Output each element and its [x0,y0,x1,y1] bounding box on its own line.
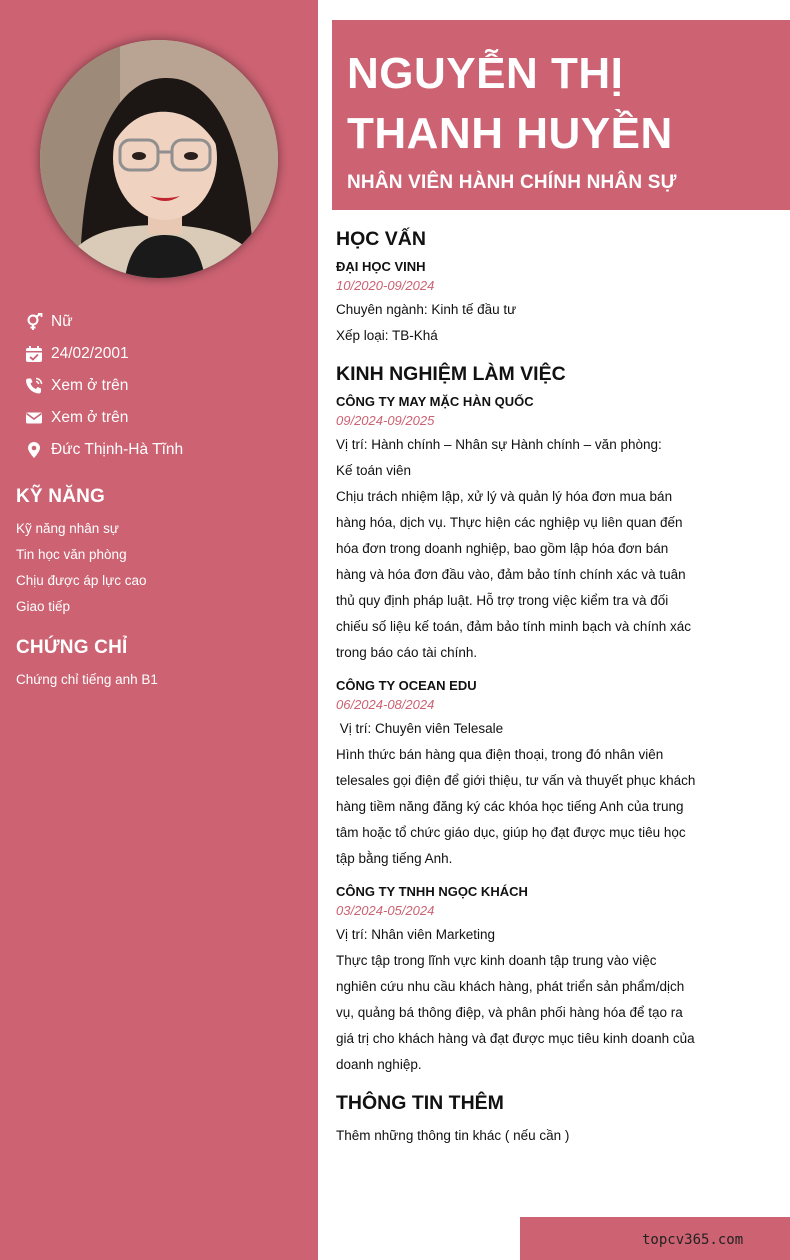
job-line: telesales gọi điện để giới thiệu, tư vấn và thuyết phục khách [336,773,696,788]
skills-list [16,516,147,620]
skill-item: Kỹ năng nhân sự [16,521,119,536]
additional-info-heading: THÔNG TIN THÊM [336,1092,504,1114]
footer-bar [520,1217,790,1260]
experience-heading: KINH NGHIỆM LÀM VIỆC [336,363,566,385]
job-line: hóa đơn trong doanh nghiệp, bao gồm lập hóa đơn bán [336,541,669,556]
education-section [336,228,716,349]
contact-email[interactable] [24,402,183,434]
email-value: Xem ở trên [51,409,129,426]
full-name-line1: NGUYỄN THỊ [347,49,624,98]
skill-item: Chịu được áp lực cao [16,573,147,588]
envelope-icon [24,408,44,428]
contact-gender [24,306,183,338]
job-line: doanh nghiệp. [336,1057,422,1072]
location-value: Đức Thịnh-Hà Tĩnh [51,441,184,458]
job-line: tâm hoặc tổ chức giáo dục, giúp họ đạt được mục tiêu học [336,825,686,840]
avatar [40,40,278,278]
company-name: CÔNG TY TNHH NGỌC KHÁCH [336,884,528,899]
job-entry [336,884,716,1078]
contact-phone[interactable] [24,370,183,402]
job-date: 09/2024-09/2025 [336,413,435,428]
phone-icon [24,376,44,396]
certificates-list [16,667,158,693]
certificates-section [16,637,158,693]
job-date: 06/2024-08/2024 [336,697,435,712]
education-heading: HỌC VẤN [336,228,426,250]
contact-location [24,434,183,466]
skills-heading: KỸ NĂNG [16,486,106,507]
gender-value: Nữ [51,313,73,330]
skill-item: Giao tiếp [16,599,71,614]
job-line: Hình thức bán hàng qua điện thoại, trong đó nhân viên [336,747,664,762]
contact-list [24,306,183,466]
education-date: 10/2020-09/2024 [336,278,435,293]
job-line: Vị trí: Chuyên viên Telesale [336,721,504,736]
gender-icon [24,312,44,332]
name-header [332,20,790,210]
phone-value: Xem ở trên [51,377,129,394]
additional-info-text: Thêm những thông tin khác ( nếu cần ) [336,1128,570,1143]
job-line: nghiên cứu nhu cầu khách hàng, phát triển sản phẩm/dịch [336,979,685,994]
job-line: Chịu trách nhiệm lập, xử lý và quản lý hóa đơn mua bán [336,489,673,504]
job-line: Kế toán viên [336,463,412,478]
location-pin-icon [24,440,44,460]
job-line: Vị trí: Nhân viên Marketing [336,927,496,942]
job-line: trong báo cáo tài chính. [336,645,478,660]
company-name: CÔNG TY OCEAN EDU [336,678,477,693]
full-name-line2: THANH HUYỀN [347,109,673,158]
job-line: thủ quy định pháp luật. Hỗ trợ trong việc kiểm tra và đối [336,593,669,608]
company-name: CÔNG TY MAY MẶC HÀN QUỐC [336,394,534,409]
job-line: Vị trí: Hành chính – Nhân sự Hành chính – văn phòng: [336,437,662,452]
birthdate-value: 24/02/2001 [51,345,129,362]
sidebar [0,0,318,1260]
watermark-text: topcv365.com [642,1232,744,1248]
job-line: giá trị cho khách hàng và đạt được mục tiêu kinh doanh của [336,1031,695,1046]
portrait-photo-icon [40,40,278,278]
job-line: hàng hóa, dịch vụ. Thực hiện các nghiệp vụ liên quan đến [336,515,683,530]
job-line: vụ, quảng bá thông điệp, và phân phối hàng hóa để tạo ra [336,1005,683,1020]
skills-section [16,486,147,620]
additional-info-section [336,1092,716,1149]
school-name: ĐẠI HỌC VINH [336,259,426,274]
job-line: chiếu số liệu kế toán, đảm bảo tính minh bạch và chính xác [336,619,691,634]
skill-item: Tin học văn phòng [16,547,127,562]
certificates-heading: CHỨNG CHỈ [16,637,128,658]
job-line: hàng và hóa đơn đầu vào, đảm bảo tính chính xác và tuân [336,567,686,582]
job-entry [336,678,716,872]
job-date: 03/2024-05/2024 [336,903,435,918]
job-line: tập bằng tiếng Anh. [336,851,453,866]
certificate-item: Chứng chỉ tiếng anh B1 [16,672,158,687]
contact-birthdate [24,338,183,370]
job-line: hàng tiềm năng đăng ký các khóa học tiếng Anh của trung [336,799,684,814]
job-line: Thực tập trong lĩnh vực kinh doanh tập trung vào việc [336,953,657,968]
main-content [336,228,716,1163]
experience-section [336,363,716,1078]
education-major: Chuyên ngành: Kinh tế đầu tư [336,302,517,317]
education-grade: Xếp loại: TB-Khá [336,328,438,343]
job-title: NHÂN VIÊN HÀNH CHÍNH NHÂN SỰ [347,172,677,193]
job-entry [336,394,716,666]
calendar-icon [24,344,44,364]
